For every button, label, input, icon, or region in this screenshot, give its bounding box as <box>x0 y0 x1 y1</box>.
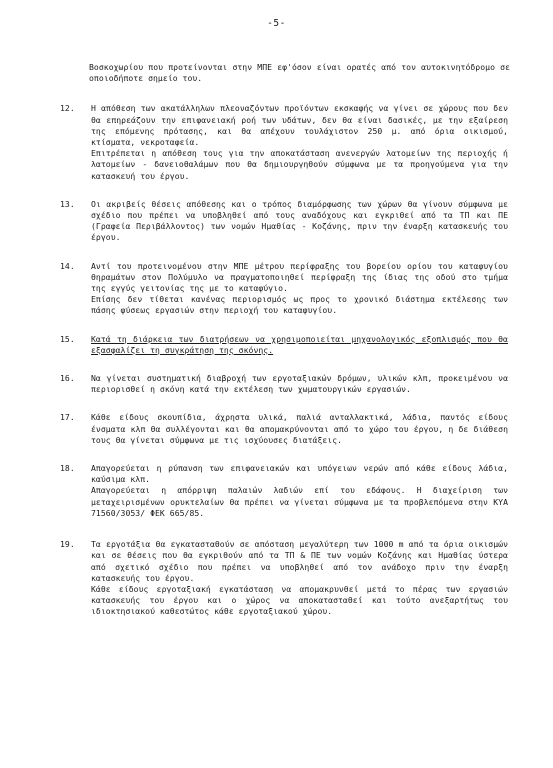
list-item <box>60 373 510 395</box>
item-content <box>91 103 510 181</box>
item-paragraph: Κάθε είδους εργοταξιακή εγκατάσταση να απομακρυνθεί μετά το πέρας των εργασιών κατασκευής του έργου και ο χώρος να αποκατασταθεί και τούτο ανεξαρτήτως του ιδιοκτησιακού καθεστώτος κάθε εργοταξιακού χώρου. <box>91 583 508 617</box>
item-paragraph: Η απόθεση των ακατάλληλων πλεοναζόντων προϊόντων εκσκαφής να γίνει σε χώρους που δεν θα επηρεάζουν την επιφανειακή ροή των υδάτων, δεν θα είναι δασικές, με την εξαίρεση της επόμενης πρότασης, και θα απέχουν τουλάχιστον 250 μ. από όρια οικισμού, κτίσματα, νεκροταφεία. <box>91 103 508 148</box>
item-number: 16. <box>60 373 75 384</box>
item-paragraph: Επιτρέπεται η απόθεση τους για την αποκατάσταση ανενεργών λατομείων της περιοχής ή λατομείων - δανειοθαλάμων που θα δημιουργηθούν σύμφωνα με τα προηγούμενα για την κατασκευή του έργου. <box>91 148 508 181</box>
item-paragraph: Απαγορεύεται η απόρριψη παλαιών λαδιών επί του εδάφους. Η διαχείριση των μεταχειρισμένων ορυκτελαίων θα πρέπει να γίνεται σύμφωνα με τα προβλεπόμενα στην ΚΥΑ 71560/3053/ ΦΕΚ 665/85. <box>91 485 508 518</box>
item-content <box>91 539 510 617</box>
list-item <box>60 199 510 244</box>
item-content <box>91 261 510 317</box>
item-content <box>91 412 510 446</box>
list-item <box>60 412 510 446</box>
item-number: 12. <box>60 103 75 114</box>
list-item <box>60 463 510 519</box>
item-number: 18. <box>60 463 75 474</box>
item-content <box>91 334 510 356</box>
document-body <box>60 62 510 618</box>
item-paragraph: Να γίνεται συστηματική διαβροχή των εργοταξιακών δρόμων, υλικών κλπ, προκειμένου να περιορισθεί η σκόνη κατά την εκτέλεση των χωματουργικών εργασιών. <box>91 373 508 395</box>
list-item <box>60 103 510 181</box>
intro-paragraph: Βοσκοχωρίου που προτείνονται στην ΜΠΕ εφ'όσον είναι ορατές από τον αυτοκινητόδρομο σε οποιοδήποτε σημείο του. <box>89 62 510 84</box>
item-number: 19. <box>60 539 75 550</box>
item-paragraph: Αντί του προτεινομένου στην ΜΠΕ μέτρου περίφραξης του βορείου ορίου του καταφυγίου θηραμάτων στον Πολύμυλο να πραγματοποιηθεί περίφραξη της ίδιας της οδού στο τμήμα της εγγύς γειτονίας της με το καταφύγιο. <box>91 260 508 294</box>
item-number: 15. <box>60 333 75 344</box>
item-number: 17. <box>60 412 75 423</box>
item-paragraph: Οι ακριβείς θέσεις απόθεσης και ο τρόπος διαμόρφωσης των χώρων θα γίνουν σύμφωνα με σχέδιο που πρέπει να υποβληθεί από τους αναδόχους και εγκριθεί από τα ΤΠ και ΠΕ (Γραφεία Περιβάλλοντος) των νομών Ημαθίας - Κοζάνης, πριν την έναρξη κατασκευής του έργου. <box>91 198 508 243</box>
item-number: 14. <box>60 260 75 271</box>
page-number: -5- <box>267 18 286 29</box>
list-item <box>60 334 510 356</box>
list-item <box>60 539 510 617</box>
item-paragraph: Κατά τη διάρκεια των διατρήσεων να χρησιμοποιείται μηχανολογικός εξοπλισμός που θα εξασφαλίζει τη συγκράτηση της σκόνης. <box>91 333 508 355</box>
item-number: 13. <box>60 198 75 209</box>
item-content <box>91 199 510 244</box>
item-content <box>91 373 510 395</box>
item-paragraph: Απαγορεύεται η ρύπανση των επιφανειακών και υπόγειων νερών από κάθε είδους λάδια, καύσιμα κλπ. <box>91 463 508 485</box>
item-paragraph: Επίσης δεν τίθεται κανένας περιορισμός ως προς το χρονικό διάστημα εκτέλεσης των πάσης φύσεως εργασιών στην περιοχή του καταφυγίου. <box>91 294 508 316</box>
item-content <box>91 463 510 519</box>
item-paragraph: Τα εργοτάξια θα εγκατασταθούν σε απόσταση μεγαλύτερη των 1000 m από τα όρια οικισμών και σε θέσεις που θα εγκριθούν από τα ΤΠ & ΠΕ των νομών Κοζάνης και Ημαθίας ύστερα από σχετικό σχέδιο που πρέπει να υποβληθεί από τον ανάδοχο πριν την έναρξη κατασκευής του έργου. <box>91 539 508 583</box>
item-paragraph: Κάθε είδους σκουπίδια, άχρηστα υλικά, παλιά ανταλλακτικά, λάδια, παντός είδους ένσματα κλπ θα συλλέγονται και θα απομακρύνονται από το χώρο του έργου, η δε διάθεση τους θα γίνεται σύμφωνα με τις ισχύουσες διατάξεις. <box>91 412 508 445</box>
list-item <box>60 261 510 317</box>
